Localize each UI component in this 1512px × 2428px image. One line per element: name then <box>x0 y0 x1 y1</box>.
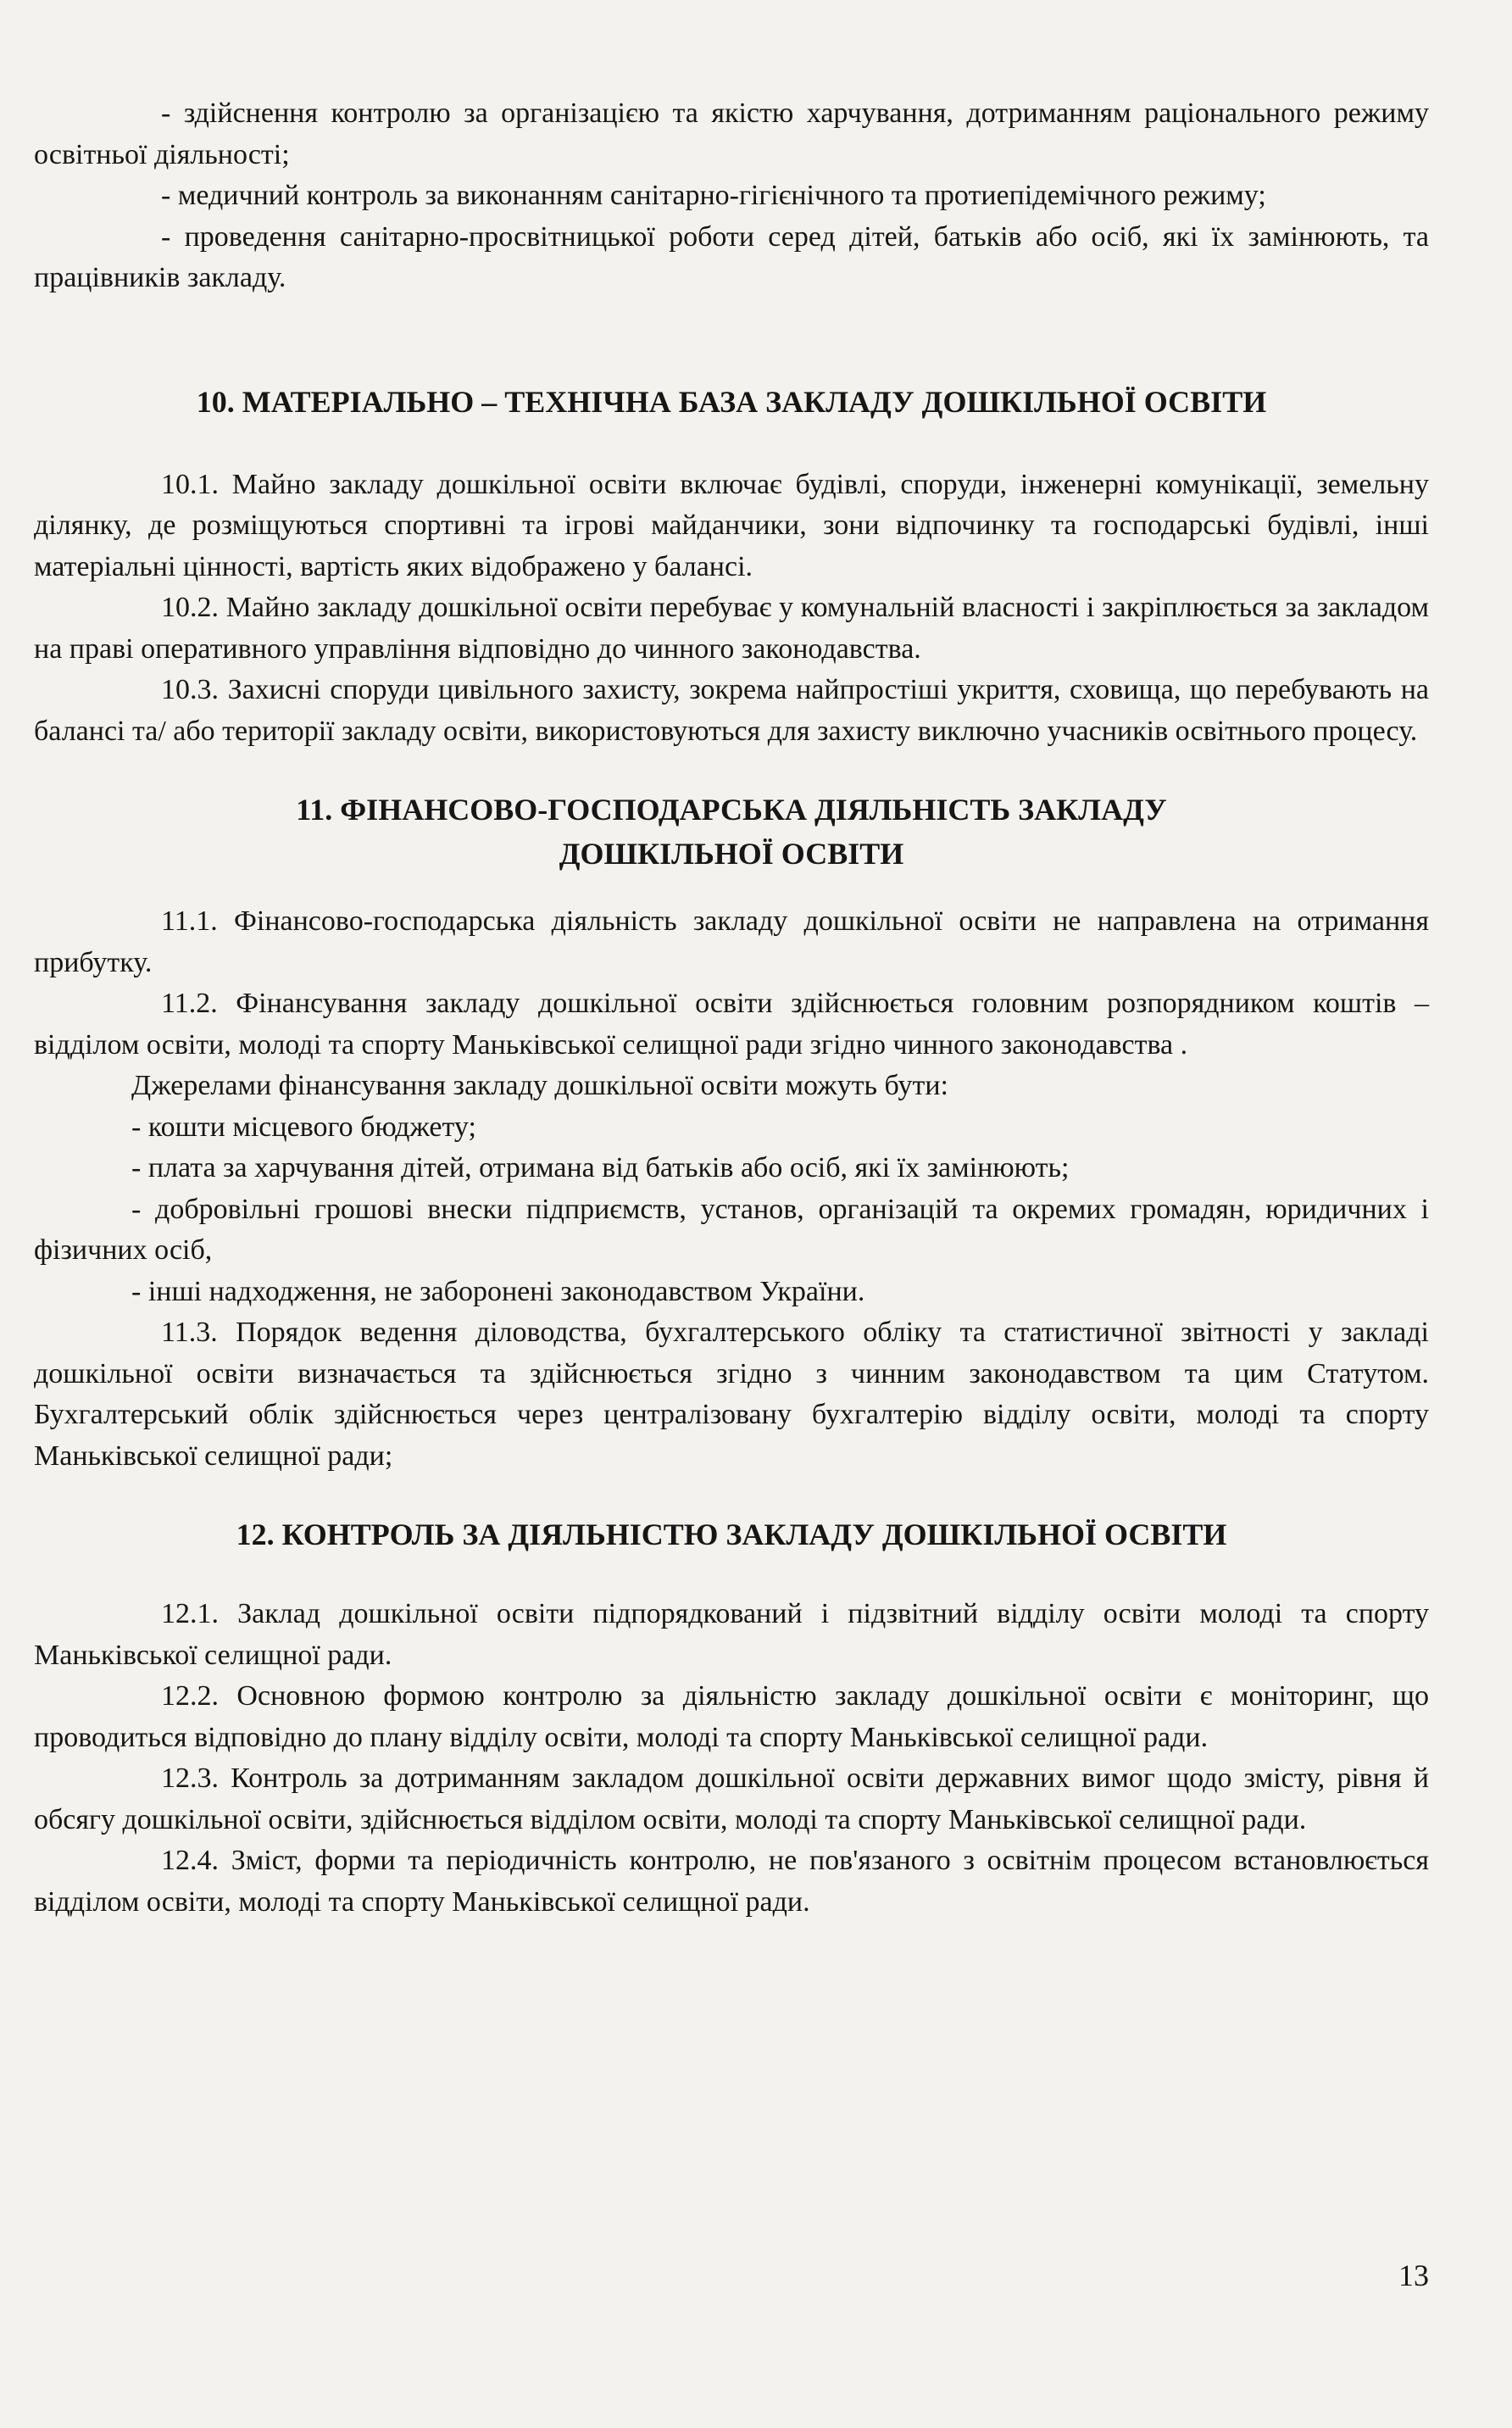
paragraph-11-2: 11.2. Фінансування закладу дошкільної освіти здійснюється головним розпорядником коштів – відділом освіти, молоді та спорту Маньківської селищної ради згідно чинного законодавства . <box>34 988 1429 1061</box>
paragraph-12-2: 12.2. Основною формою контролю за діяльністю закладу дошкільної освіти є моніторинг, що проводиться відповідно до плану відділу освіти, молоді та спорту Маньківської селищної ради. <box>34 1680 1429 1753</box>
section-10-heading: 10. МАТЕРІАЛЬНО – ТЕХНІЧНА БАЗА ЗАКЛАДУ ДОШКІЛЬНОЇ ОСВІТИ <box>196 384 1267 419</box>
section-11-heading-line2: ДОШКІЛЬНОЇ ОСВІТИ <box>559 837 904 871</box>
page-number: 13 <box>1398 2258 1429 2292</box>
intro-item-sanitary-education: - проведення санітарно-просвітницької роботи серед дітей, батьків або осіб, які їх замінюють, та працівників закладу. <box>34 220 1429 293</box>
paragraph-11-1: 11.1. Фінансово-господарська діяльність закладу дошкільної освіти не направлена на отримання прибутку. <box>34 905 1429 978</box>
financing-source-other: - інші надходження, не заборонені законодавством України. <box>131 1275 865 1307</box>
intro-item-food-control: - здійснення контролю за організацією та якістю харчування, дотриманням раціонального режиму освітньої діяльності; <box>34 97 1429 170</box>
intro-item-medical-control: - медичний контроль за виконанням санітарно-гігієнічного та протиепідемічного режиму; <box>161 180 1266 211</box>
financing-source-donations: - добровільні грошові внески підприємств, установ, організацій та окремих громадян, юридичних і фізичних осіб, <box>34 1193 1429 1266</box>
financing-source-local-budget: - кошти місцевого бюджету; <box>131 1111 476 1143</box>
paragraph-11-3: 11.3. Порядок ведення діловодства, бухгалтерського обліку та статистичної звітності у закладі дошкільної освіти визначається та здійснюється згідно з чинним законодавством та цим Статутом. Бухгалтерський облік здійснюється через централізовану бухгалтерію відділу освіти, молоді та спорту Маньківської селищної ради; <box>34 1317 1429 1472</box>
paragraph-10-3: 10.3. Захисні споруди цивільного захисту, зокрема найпростіші укриття, сховища, що перебувають на балансі та/ або території закладу освіти, використовуються для захисту виключно учасників освітнього процесу. <box>34 674 1429 747</box>
paragraph-12-1: 12.1. Заклад дошкільної освіти підпорядкований і підзвітний відділу освіти молоді та спорту Маньківської селищної ради. <box>34 1598 1429 1671</box>
paragraph-10-2: 10.2. Майно закладу дошкільної освіти перебуває у комунальній власності і закріплюється за закладом на праві оперативного управління відповідно до чинного законодавства. <box>34 592 1429 665</box>
paragraph-10-1: 10.1. Майно закладу дошкільної освіти включає будівлі, споруди, інженерні комунікації, земельну ділянку, де розміщуються спортивні та ігрові майданчики, зони відпочинку та господарські будівлі, інші матеріальні цінності, вартість яких відображено у балансі. <box>34 468 1429 582</box>
section-11-heading <box>34 788 1429 876</box>
section-12-heading: 12. КОНТРОЛЬ ЗА ДІЯЛЬНІСТЮ ЗАКЛАДУ ДОШКІЛЬНОЇ ОСВІТИ <box>236 1518 1227 1551</box>
financing-sources-intro: Джерелами фінансування закладу дошкільної освіти можуть бути: <box>131 1070 948 1101</box>
financing-source-meal-fees: - плата за харчування дітей, отримана від батьків або осіб, які їх замінюють; <box>131 1152 1070 1183</box>
section-11-heading-line1: 11. ФІНАНСОВО-ГОСПОДАРСЬКА ДІЯЛЬНІСТЬ ЗАКЛАДУ <box>296 793 1167 827</box>
paragraph-12-4: 12.4. Зміст, форми та періодичність контролю, не пов'язаного з освітнім процесом встановлюється відділом освіти, молоді та спорту Маньківської селищної ради. <box>34 1845 1429 1918</box>
paragraph-12-3: 12.3. Контроль за дотриманням закладом дошкільної освіти державних вимог щодо змісту, рівня й обсягу дошкільної освіти, здійснюється відділом освіти, молоді та спорту Маньківської селищної ради. <box>34 1763 1429 1835</box>
